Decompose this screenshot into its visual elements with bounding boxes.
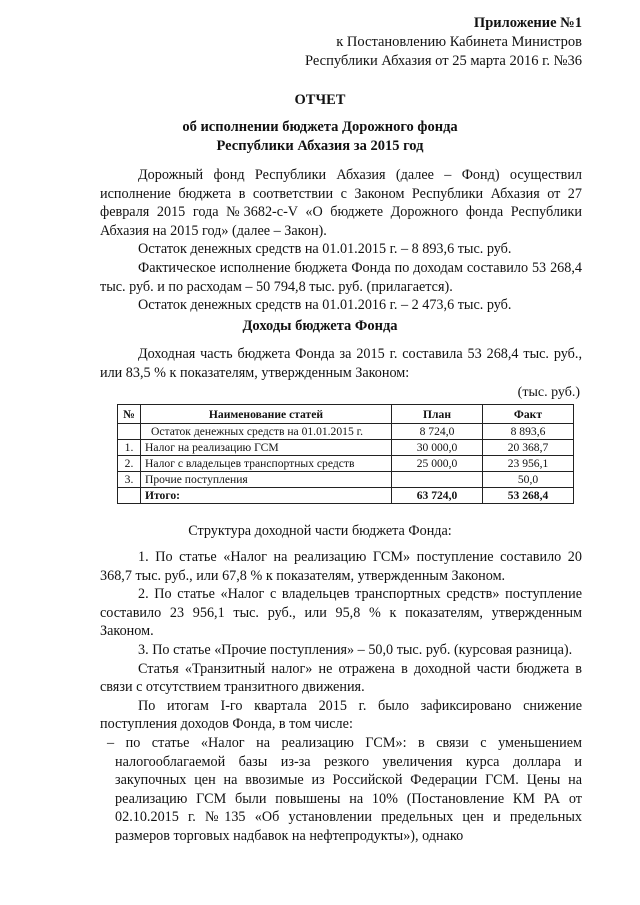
row-plan <box>392 472 483 488</box>
report-title: ОТЧЕТ <box>294 92 346 108</box>
structure-item-2: 2. По статье «Налог с владельцев транспортных средств» поступление составило 23 956,1 тыс. руб., или 95,8 % к показателям, утвержденным Законом. <box>100 586 582 640</box>
row-plan: 30 000,0 <box>392 440 483 456</box>
total-label: Итого: <box>141 488 392 504</box>
appendix-line-2: Республики Абхазия от 25 марта 2016 г. №36 <box>304 53 582 69</box>
table-row <box>118 424 574 440</box>
row-fact: 50,0 <box>483 472 574 488</box>
col-header-plan: План <box>392 405 483 424</box>
fuel-tax-dash-item: – по статье «Налог на реализацию ГСМ»: в связи с уменьшением налогооблагаемой базы из-за резкого увеличения курса доллара и закупочных цен на ввозимые из Российской Федерации ГСМ. Цены на реализацию ГСМ были повышены на 10% (Постановление КМ РА от 02.10.2015 г. №135 «Об установлении предельных цен и предельных размеров торговых надбавок на нефтепродукты»), однако <box>107 734 582 844</box>
structure-item-3: 3. По статье «Прочие поступления» – 50,0 тыс. руб. (курсовая разница). <box>138 641 573 658</box>
transit-tax-paragraph: Статья «Транзитный налог» не отражена в доходной части бюджета в связи с отсутствием транзитного движения. <box>100 660 582 696</box>
row-number: 1. <box>118 440 141 456</box>
total-plan: 63 724,0 <box>392 488 483 504</box>
quarter-paragraph: По итогам I-го квартала 2015 г. было зафиксировано снижение поступления доходов Фонда, в том числе: <box>100 697 582 733</box>
structure-list <box>100 548 582 846</box>
table-row <box>118 472 574 488</box>
unit-label: (тыс. руб.) <box>517 385 580 400</box>
intro-paragraph-2: Остаток денежных средств на 01.01.2015 г. – 8 893,6 тыс. руб. <box>138 241 512 258</box>
total-number <box>118 488 141 504</box>
table-total-row <box>118 488 574 504</box>
appendix-line-1: к Постановлению Кабинета Министров <box>336 34 582 50</box>
intro-paragraph-3: Фактическое исполнение бюджета Фонда по доходам составило 53 268,4 тыс. руб. и по расходам – 50 794,8 тыс. руб. (прилагается). <box>100 259 582 295</box>
income-heading: Доходы бюджета Фонда <box>242 318 398 334</box>
col-header-fact: Факт <box>483 405 574 424</box>
intro-text <box>100 166 582 315</box>
row-fact: 20 368,7 <box>483 440 574 456</box>
report-subtitle-line-2: Республики Абхазия за 2015 год <box>216 138 424 154</box>
intro-paragraph-1: Дорожный фонд Республики Абхазия (далее – Фонд) осуществил исполнение бюджета в соответствии с Законом Республики Абхазия от 27 февраля 2015 года №3682-с-V «О бюджете Дорожного фонда Республики Абхазия на 2015 год» (далее – Закон). <box>100 167 582 239</box>
row-name: Налог на реализацию ГСМ <box>141 440 392 456</box>
row-number: 2. <box>118 456 141 472</box>
row-fact: 8 893,6 <box>483 424 574 440</box>
intro-paragraph-4: Остаток денежных средств на 01.01.2016 г. – 2 473,6 тыс. руб. <box>138 297 512 314</box>
table-row <box>118 456 574 472</box>
row-name: Прочие поступления <box>141 472 392 488</box>
structure-heading: Структура доходной части бюджета Фонда: <box>188 523 452 539</box>
row-number <box>118 424 141 440</box>
structure-item-1: 1. По статье «Налог на реализацию ГСМ» поступление составило 20 368,7 тыс. руб., или 67,8 % к показателям, утвержденным Законом. <box>100 549 582 584</box>
income-table <box>117 404 574 504</box>
report-subtitle <box>0 118 640 156</box>
col-header-name: Наименование статей <box>141 405 392 424</box>
row-name: Остаток денежных средств на 01.01.2015 г. <box>141 424 392 440</box>
row-name: Налог с владельцев транспортных средств <box>141 456 392 472</box>
total-fact: 53 268,4 <box>483 488 574 504</box>
row-number: 3. <box>118 472 141 488</box>
income-paragraph: Доходная часть бюджета Фонда за 2015 г. составила 53 268,4 тыс. руб., или 83,5 % к показателям, утвержденным Законом: <box>100 346 582 381</box>
row-fact: 23 956,1 <box>483 456 574 472</box>
table-header-row <box>118 405 574 424</box>
appendix-header <box>305 14 582 71</box>
report-subtitle-line-1: об исполнении бюджета Дорожного фонда <box>182 119 458 135</box>
appendix-number: Приложение №1 <box>473 15 582 31</box>
row-plan: 8 724,0 <box>392 424 483 440</box>
col-header-number: № <box>118 405 141 424</box>
income-text <box>100 345 582 382</box>
table-row <box>118 440 574 456</box>
row-plan: 25 000,0 <box>392 456 483 472</box>
